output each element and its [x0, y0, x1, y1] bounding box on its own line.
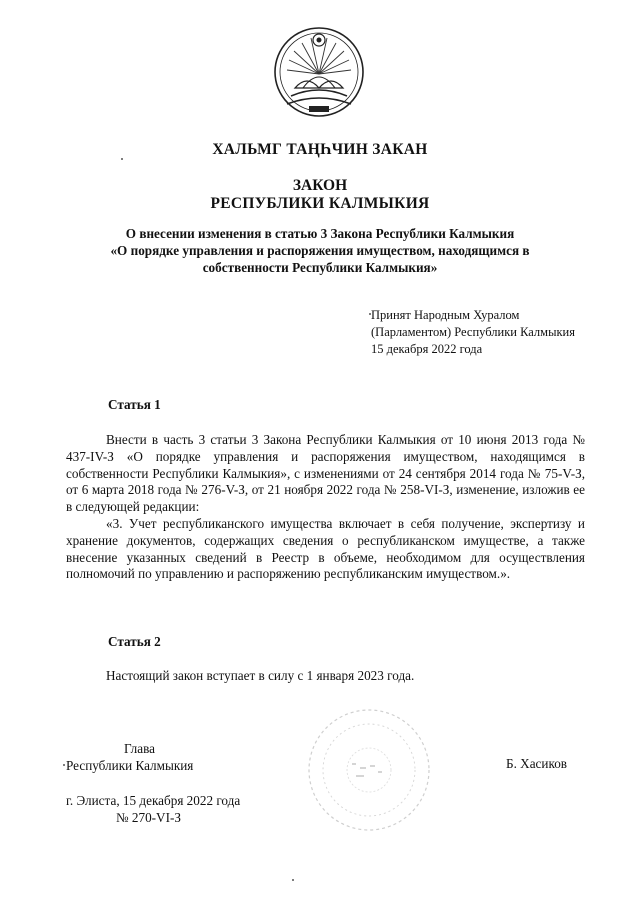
- law-number: № 270-VI-З: [116, 810, 181, 825]
- adoption-date: 15 декабря 2022 года: [371, 342, 483, 356]
- signatory-subtitle: Республики Калмыкия: [66, 758, 194, 773]
- article-2-paragraph: Настоящий закон вступает в силу с 1 января 2023 года.: [106, 668, 415, 683]
- scan-speck: [121, 158, 123, 160]
- signatory-title: Глава: [124, 741, 155, 756]
- scan-speck: [63, 764, 65, 766]
- article-2-body: [66, 668, 585, 685]
- law-title: ЗАКОН: [292, 177, 348, 194]
- place-date: г. Элиста, 15 декабря 2022 года: [66, 793, 241, 808]
- scan-speck: [292, 879, 294, 881]
- article-2-heading: Статья 2: [108, 634, 161, 649]
- law-subject: [40, 225, 600, 276]
- emblem-icon: [273, 26, 365, 118]
- signatory-name: Б. Хасиков: [506, 756, 568, 771]
- place-and-number: [66, 792, 240, 826]
- adoption-line-1: Принят Народным Хуралом: [371, 308, 520, 322]
- subject-line-1: О внесении изменения в статью 3 Закона Республики Калмыкия: [125, 226, 515, 241]
- seal-stamp: [304, 705, 434, 835]
- article-1-paragraph-1: Внести в часть 3 статьи 3 Закона Республики Калмыкия от 10 июня 2013 года № 437-IV-З «О порядке управления и распоряжения имуществом, находящимся в собственности Республики Калмыкия», с изменениями от 24 сентября 2014 года № 75-V-З, от 6 марта 2018 года № 276-V-З, от 21 ноября 2022 года № 258-VI-З, изменение, изложив ее в следующей редакции:: [66, 432, 585, 515]
- adoption-note: [371, 307, 575, 358]
- republic-title: РЕСПУБЛИКИ КАЛМЫКИЯ: [210, 195, 430, 212]
- national-law-title: ХАЛЬМГ ТАҢҺЧИН ЗАКАН: [212, 141, 428, 158]
- article-1-heading: Статья 1: [108, 397, 161, 412]
- adoption-line-2: (Парламентом) Республики Калмыкия: [371, 325, 575, 339]
- subject-line-2: «О порядке управления и распоряжения имуществом, находящимся в: [110, 243, 530, 258]
- article-1-paragraph-2: «3. Учет республиканского имущества включает в себя получение, экспертизу и хранение документов, содержащих сведения о республиканском имуществе, а также внесение указанных сведений в Реестр в объеме, необходимом для осуществления полномочий по управлению и распоряжению республиканским имуществом.».: [66, 515, 585, 582]
- article-1-body: [66, 432, 585, 583]
- signatory-block: [66, 740, 193, 774]
- scan-speck: [369, 313, 371, 315]
- subject-line-3: собственности Республики Калмыкия»: [202, 260, 438, 275]
